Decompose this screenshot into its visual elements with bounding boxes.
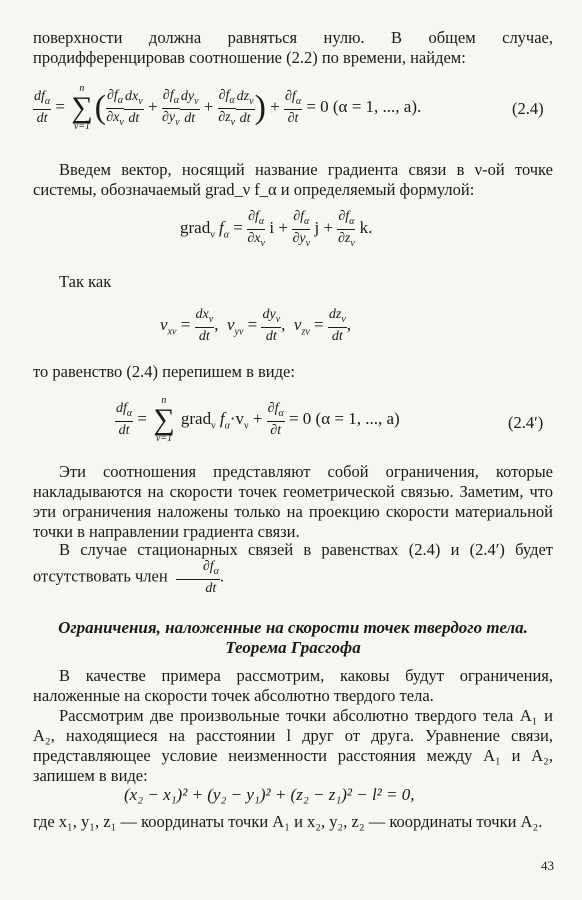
equation-2-4-prime: $\frac{df_\alpha}{dt}$ = n ∑ ν=1 grad$_\nu$ $f_\alpha\cdot v_\nu$ + $\frac{\partial f_\alpha}{\partial t}$ = 0 (α = 1, ..., a) [116,395,400,444]
paragraph-8: Рассмотрим две произвольные точки абсолютно твердого тела A₁ и A₂, находящиеся на расстоянии l друг от друга. Уравнение связи, представляющее условие неизменности расстояния между A₁ и A₂, запишем в виде: [33,706,553,785]
paragraph-3: Так как [59,272,112,291]
paragraph-1: поверхности должна равняться нулю. В общем случае, продифференцировав соотношение (2.2) по времени, найдем: [33,28,553,67]
equation-number-2-4: (2.4) [512,99,544,118]
equation-2-4: $\frac{df_\alpha}{dt}$ = n ∑ ν=1 ( $\frac{\partial f_\alpha}{\partial x_\nu}$ $\frac{dx_\nu}{dt}$ + $\frac{\partial f_\alpha}{\partial y_\nu}$ $\frac{dy_\nu}{dt}$ + $\frac{\partial f_\alpha}{\partial z_\nu}$ $\frac{dz_\nu}{dt}$ ) + $\frac{\partial f_\alpha}{\partial t}$ = 0 (α = 1, ..., a). [34,83,422,132]
equation-gradient: grad$_\nu$ $f_\alpha$ = $\frac{\partial f_\alpha}{\partial x_\nu}$ i + $\frac{\partial f_\alpha}{\partial y_\nu}$ j + $\frac{\partial f_\alpha}{\partial z_\nu}$ k. [180,209,373,249]
paragraph-5: Эти соотношения представляют собой ограничения, которые накладываются на скорости точек геометрической связью. Заметим, что эти ограничения наложены только на проекцию скорости материальной точки в направлении градиента связи. [33,462,553,541]
paragraph-4: то равенство (2.4) перепишем в виде: [33,362,295,381]
paragraph-2: Введем вектор, носящий название градиента связи в ν-ой точке системы, обозначаемый grad_ν f_α и определяемый формулой: [33,160,553,199]
paragraph-9: где x₁, y₁, z₁ — координаты точки A₁ и x₂, y₂, z₂ — координаты точки A₂. [33,812,543,831]
page-number: 43 [541,858,554,873]
paragraph-6: В случае стационарных связей в равенствах (2.4) и (2.4′) будет отсутствовать член $\frac{\partial f_\alpha}{dt}$ . [33,540,553,596]
paragraph-7: В качестве примера рассмотрим, каковы будут ограничения, наложенные на скорости точек абсолютно твердого тела. [33,666,553,705]
equation-velocities: $v_{x\nu}$ = $\frac{dx_\nu}{dt}$ , $v_{y\nu}$ = $\frac{dy_\nu}{dt}$ , $v_{z\nu}$ = $\frac{dz_\nu}{dt}$ , [160,307,352,344]
section-heading: Ограничения, наложенные на скорости точек твердого тела. Теорема Грасгофа [58,618,528,657]
equation-number-2-4-prime: (2.4′) [508,413,544,432]
equation-distance: (x₂ − x₁)² + (y₂ − y₁)² + (z₂ − z₁)² − l² = 0, [124,785,415,804]
